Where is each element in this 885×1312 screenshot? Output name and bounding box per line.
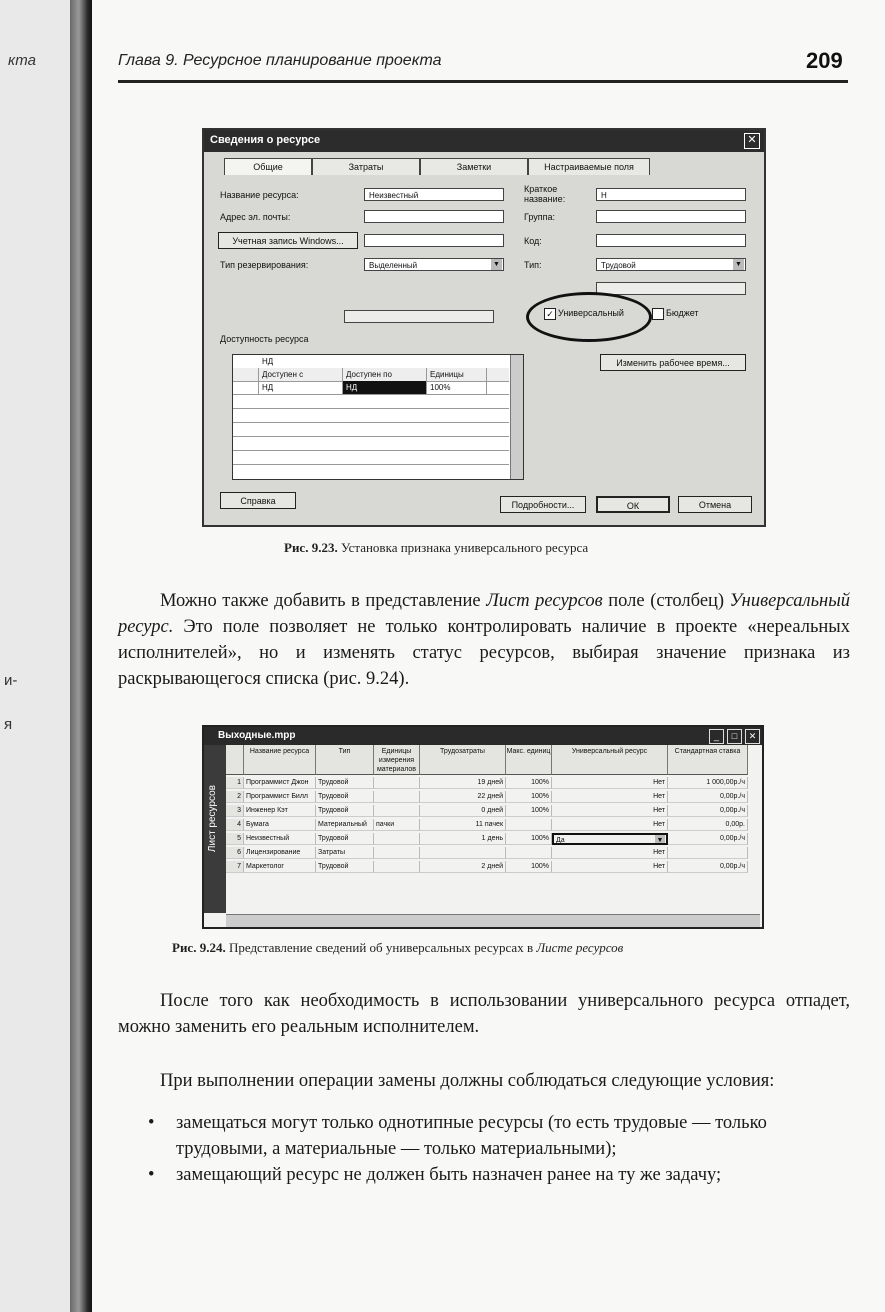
table-cell[interactable] (374, 861, 420, 873)
figure-caption (284, 540, 588, 556)
page-number: 209 (806, 48, 843, 73)
chevron-down-icon[interactable]: ▼ (655, 835, 665, 845)
paragraph: При выполнении операции замены должны соблюдаться следующие условия: (160, 1071, 775, 1091)
table-cell[interactable] (506, 847, 552, 859)
tab-custom-fields[interactable]: Настраиваемые поля (528, 158, 650, 175)
row-number[interactable]: 5 (226, 833, 244, 845)
paragraph-text: поле (столбец) (602, 591, 730, 611)
table-cell[interactable] (668, 847, 748, 859)
table-cell[interactable]: Программист Билл (244, 791, 316, 803)
code-label: Код: (524, 236, 542, 246)
paragraph (118, 588, 850, 692)
figure-number: Рис. 9.23. (284, 540, 338, 555)
table-cell[interactable]: Нет (552, 777, 668, 789)
table-cell[interactable] (374, 847, 420, 859)
dialog-title: Сведения о ресурсе (210, 134, 321, 146)
close-icon[interactable]: ✕ (745, 729, 760, 744)
row-number[interactable]: 2 (226, 791, 244, 803)
table-cell[interactable]: пачки (374, 819, 420, 831)
grid-corner (233, 368, 259, 381)
table-cell[interactable]: Нет (552, 819, 668, 831)
table-cell[interactable]: Нет (552, 791, 668, 803)
type-label: Тип: (524, 260, 542, 270)
view-side-label: Лист ресурсов (207, 785, 218, 853)
table-cell[interactable]: 100% (506, 833, 552, 845)
short-name-input[interactable]: Н (596, 188, 746, 201)
windows-account-button[interactable]: Учетная запись Windows... (218, 232, 358, 249)
table-cell[interactable]: 1 000,00р./ч (668, 777, 748, 789)
prev-page-fragment: я (4, 716, 13, 733)
cancel-button[interactable]: Отмена (678, 496, 752, 513)
grid-header-row (233, 368, 509, 382)
table-cell[interactable]: 0 дней (420, 805, 506, 817)
table-cell[interactable] (374, 833, 420, 845)
row-number[interactable]: 6 (226, 847, 244, 859)
change-working-time-button[interactable]: Изменить рабочее время... (600, 354, 746, 371)
conditions-list (148, 1110, 850, 1188)
figure-caption-text: Представление сведений об универсальных ресурсах в (228, 940, 537, 955)
table-cell[interactable]: Трудовой (316, 861, 374, 873)
column-header[interactable]: Единицы измерения материалов (374, 745, 420, 775)
table-cell[interactable]: Нет (552, 847, 668, 859)
grid-edit-row (233, 355, 509, 368)
row-number[interactable]: 1 (226, 777, 244, 789)
table-cell[interactable]: 100% (506, 861, 552, 873)
generic-dropdown-cell[interactable]: Да ▼ (552, 833, 668, 845)
table-cell[interactable]: Трудовой (316, 805, 374, 817)
paragraph-text: Это поле позволяет не только контролировать наличие в проекте «нереальных исполнителей», но и изменять статус ресурсов, выбирая значение признака из раскрывающегося списка (рис. 9.24). (118, 617, 850, 689)
sheet-titlebar (204, 727, 762, 745)
table-cell[interactable]: 19 дней (420, 777, 506, 789)
row-number[interactable]: 3 (226, 805, 244, 817)
previous-page-edge (0, 0, 70, 1312)
grid-edit-value[interactable]: НД (262, 357, 274, 366)
help-button[interactable]: Справка (220, 492, 296, 509)
table-cell[interactable]: Программист Джон (244, 777, 316, 789)
minimize-icon[interactable]: _ (709, 729, 724, 744)
type-select[interactable]: Трудовой ▼ (596, 258, 746, 271)
table-cell[interactable]: Неизвестный (244, 833, 316, 845)
table-cell[interactable]: Материальный (316, 819, 374, 831)
column-header[interactable]: Стандартная ставка (668, 745, 748, 775)
table-cell[interactable]: 11 пачек (420, 819, 506, 831)
code-input[interactable] (596, 234, 746, 247)
booking-type-label: Тип резервирования: (220, 260, 309, 270)
table-cell[interactable]: 1 день (420, 833, 506, 845)
table-cell[interactable]: Трудовой (316, 777, 374, 789)
grid-row (233, 395, 509, 409)
windows-account-input[interactable] (364, 234, 504, 247)
paragraph-text: Можно также добавить в представление (160, 591, 487, 611)
booking-type-select[interactable]: Выделенный ▼ (364, 258, 504, 271)
book-binding (70, 0, 92, 1312)
grid-row (233, 423, 509, 437)
table-cell[interactable] (506, 819, 552, 831)
table-cell[interactable]: 100% (506, 791, 552, 803)
table-cell[interactable] (420, 847, 506, 859)
column-header[interactable]: Тип (316, 745, 374, 775)
column-header[interactable]: Название ресурса (244, 745, 316, 775)
resource-info-dialog (202, 128, 766, 527)
list-item: • замещающий ресурс не должен быть назначен ранее на ту же задачу; (148, 1162, 850, 1188)
chapter-header: Глава 9. Ресурсное планирование проекта (118, 52, 442, 69)
dialog-titlebar (204, 130, 764, 152)
prev-page-fragment: кта (8, 52, 36, 69)
table-cell[interactable]: Затраты (316, 847, 374, 859)
grid-header: Единицы (427, 368, 487, 381)
sheet-corner[interactable] (226, 745, 244, 775)
group-label: Группа: (524, 212, 556, 222)
column-header[interactable]: Макс. единиц (506, 745, 552, 775)
tab-notes[interactable]: Заметки (420, 158, 528, 175)
sheet-title: Выходные.mpp (218, 730, 296, 741)
email-input[interactable] (364, 210, 504, 223)
table-cell[interactable]: 0,00р. (668, 819, 748, 831)
grid-row (233, 451, 509, 465)
horizontal-scrollbar[interactable] (226, 914, 760, 927)
table-cell[interactable]: 0,00р./ч (668, 805, 748, 817)
table-cell[interactable]: 100% (506, 805, 552, 817)
tab-costs[interactable]: Затраты (312, 158, 420, 175)
generic-label: Универсальный (558, 308, 624, 318)
list-item: • замещаться могут только однотипные ресурсы (то есть трудовые — только трудовыми, а материальные — только материальными); (148, 1110, 850, 1162)
figure-caption-text: Установка признака универсального ресурса (340, 540, 589, 555)
resource-name-label: Название ресурса: (220, 190, 299, 200)
row-number[interactable]: 7 (226, 861, 244, 873)
availability-label: Доступность ресурса (220, 334, 309, 344)
table-cell[interactable]: Нет (552, 861, 668, 873)
table-cell[interactable]: 22 дней (420, 791, 506, 803)
table-cell[interactable] (374, 791, 420, 803)
table-cell[interactable]: Инженер Кэт (244, 805, 316, 817)
grid-header: Доступен по (343, 368, 427, 381)
table-cell[interactable]: Трудовой (316, 791, 374, 803)
table-cell[interactable]: 0,00р./ч (668, 791, 748, 803)
table-cell[interactable] (374, 777, 420, 789)
generic-checkbox[interactable]: ✓ (544, 308, 556, 320)
prev-page-fragment: и- (4, 672, 18, 689)
maximize-icon[interactable]: □ (727, 729, 742, 744)
budget-checkbox[interactable] (652, 308, 664, 320)
availability-grid (232, 354, 524, 480)
grid-cell-selected[interactable]: НД (343, 381, 427, 394)
view-name: Лист ресурсов (486, 591, 603, 611)
tab-general[interactable]: Общие (224, 158, 312, 175)
table-cell[interactable]: Бумага (244, 819, 316, 831)
short-name-label: Краткое название: (524, 184, 566, 204)
figure-caption (172, 940, 623, 956)
material-label-input[interactable] (596, 282, 746, 295)
view-side-bar (204, 745, 226, 913)
grid-row (233, 437, 509, 451)
details-button[interactable]: Подробности... (500, 496, 586, 513)
row-number[interactable]: 4 (226, 819, 244, 831)
ok-button[interactable]: ОК (596, 496, 670, 513)
grid-row-header (233, 381, 259, 394)
table-cell[interactable]: Маркетолог (244, 861, 316, 873)
grid-scrollbar[interactable] (510, 355, 523, 479)
paragraph: После того как необходимость в использовании универсального ресурса отпадет, можно заменить его реальным исполнителем. (118, 991, 850, 1037)
column-header[interactable]: Трудозатраты (420, 745, 506, 775)
email-label: Адрес эл. почты: (220, 212, 291, 222)
figure-number: Рис. 9.24. (172, 940, 226, 955)
table-cell[interactable]: Трудовой (316, 833, 374, 845)
table-cell[interactable] (374, 805, 420, 817)
resource-name-input[interactable]: Неизвестный (364, 188, 504, 201)
table-cell[interactable]: Нет (552, 805, 668, 817)
grid-row (233, 409, 509, 423)
column-header[interactable]: Универсальный ресурс (552, 745, 668, 775)
field-name: Универсальный ресурс. (118, 591, 851, 637)
table-cell[interactable]: 2 дней (420, 861, 506, 873)
table-cell[interactable]: 0,00р./ч (668, 833, 748, 845)
close-icon[interactable]: ✕ (744, 133, 760, 149)
budget-label: Бюджет (666, 308, 699, 318)
grid-cell[interactable]: 100% (427, 381, 487, 394)
table-cell[interactable]: 0,00р./ч (668, 861, 748, 873)
table-cell[interactable]: Лицензирование (244, 847, 316, 859)
disabled-input (344, 310, 494, 323)
grid-header: Доступен с (259, 368, 343, 381)
resource-sheet-window (202, 725, 764, 929)
group-input[interactable] (596, 210, 746, 223)
figure-caption-view: Листе ресурсов (536, 940, 624, 955)
header-rule (118, 80, 848, 83)
grid-row (233, 381, 509, 395)
table-cell[interactable]: 100% (506, 777, 552, 789)
grid-cell[interactable]: НД (259, 381, 343, 394)
